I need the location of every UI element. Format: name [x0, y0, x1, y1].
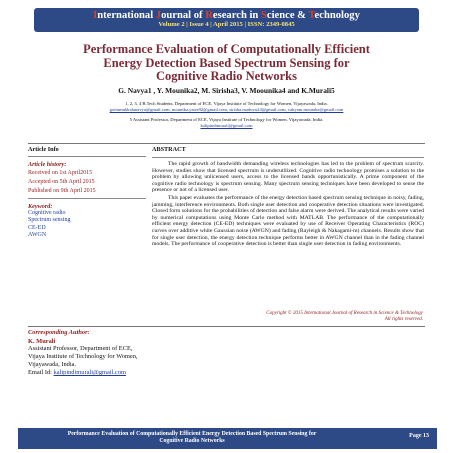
- page-number: Page 13: [409, 433, 429, 439]
- email-label: Email Id:: [28, 369, 54, 376]
- abstract-paragraph: The rapid growth of bandwidth demanding wireless technologies has led to the problem of spectrum scarcity. However, studies show that licensed spectrum is underutilized. Cognitive radio technology promises a solution to the problem by allowing unlicensed users, access to the licensed bands opportunistically. A prime component of the cognitive radio technology is spectrum sensing. Many spectrum sensing techniques have been developed to sense the presence or not of a licensed user.: [152, 161, 424, 194]
- copyright-notice: [266, 311, 423, 323]
- article-info-column: [28, 146, 146, 312]
- published-date: Published on 9th April 2015: [28, 188, 96, 194]
- journal-title: [34, 10, 419, 21]
- keyword: CE-ED: [28, 224, 46, 231]
- corresponding-author-email-row: [28, 369, 328, 377]
- article-history-heading: Article history:: [28, 161, 67, 168]
- student-emails[interactable]: gottumukkalanavya@gmail.com, mounika.yarra92@gmail.com, sirisha.maduvu24@gmail.com, vakyam.mounika@gmail.com: [109, 107, 344, 112]
- journal-volume-info: Volume 2 | Issue 4 | April 2015 | ISSN: 2349-0845: [158, 21, 295, 28]
- keywords-heading: Keyword:: [28, 203, 53, 210]
- divider: [152, 157, 424, 158]
- abstract-column: [152, 146, 424, 249]
- keyword: AWGN: [28, 232, 47, 239]
- keyword: Cognitive radio: [28, 210, 66, 216]
- journal-title-initial: R: [205, 10, 213, 21]
- journal-title-part: ournal of: [161, 10, 206, 21]
- corresponding-author-email[interactable]: kalipindimurali@gmail.com: [53, 369, 127, 376]
- paper-title-line: Energy Detection Based Spectrum Sensing for: [103, 55, 350, 70]
- footer-title-line: Cognitive Radio Networks: [159, 438, 225, 444]
- corresponding-author-position: Assistant Professor, Department of ECE,: [28, 345, 133, 352]
- article-info-heading: Article Info: [28, 146, 59, 153]
- journal-title-initial: I: [93, 10, 98, 21]
- professor-email[interactable]: kalipindimurali@gmail.com: [200, 123, 253, 128]
- journal-title-part: esearch in: [212, 10, 261, 21]
- abstract-heading: ABSTRACT: [152, 146, 186, 153]
- author-list: G. Navya1 , Y. Mounika2, M. Sirisha3, V. Moounika4 and K.Murali5: [118, 86, 335, 95]
- copyright-line: All rights reserved.: [384, 317, 423, 322]
- footer-bar: [18, 428, 437, 449]
- copyright-line: Copyright © 2015 International Journal of Research in Science & Technology: [266, 311, 423, 316]
- paper-title-line: Performance Evaluation of Computationally Efficient: [83, 42, 370, 56]
- divider: [28, 156, 146, 157]
- footer-paper-title: [22, 431, 362, 445]
- journal-title-initial: S: [260, 10, 267, 21]
- corresponding-author-heading: Corresponding Author:: [28, 329, 90, 336]
- footer-title-line: Performance Evaluation of Computationally Efficient Energy Detection Based Spectrum Sensing for: [67, 431, 317, 437]
- journal-title-initial: T: [308, 10, 315, 21]
- corresponding-author-name: K. Murali: [28, 338, 56, 345]
- journal-title-part: cience &: [266, 10, 309, 21]
- journal-title-part: echnology: [314, 10, 360, 21]
- divider: [28, 198, 146, 199]
- paper-title-line: Cognitive Radio Networks: [156, 69, 297, 83]
- journal-title-initial: J: [155, 10, 162, 21]
- received-date: Received on 1st April2015: [28, 170, 93, 176]
- professor-affiliation: 5 Assistant Professor, Department of ECE, Vijaya Institute of Technology for Women, Vijayawada, India.: [129, 117, 324, 122]
- section-divider: [28, 326, 425, 327]
- journal-header: [34, 8, 419, 32]
- accepted-date: Accepted on 5th April 2015: [28, 179, 95, 185]
- corresponding-author-city: Vijayawada, India.: [28, 361, 77, 368]
- paper-title: [20, 43, 433, 84]
- section-divider: [28, 143, 425, 144]
- corresponding-author: [28, 329, 328, 377]
- journal-title-part: nternational: [97, 10, 156, 21]
- keyword: Spectrum sensing: [28, 217, 71, 224]
- abstract-paragraph: This paper evaluates the performance of the energy detection based spectrum sensing technique in noisy, fading, jamming, interference environments. Both single user detection and cooperative detection situations were investigated. Closed form solutions for the probabilities of detection and false alarm were derived. The analytical results were varied by numerical computations using Monte Carlo method with MATLAB. The performance of the computationally efficient energy detection (CE-ED) techniques were evaluated by use of Receiver Operating Characteristics (ROC) curves over additive white Gaussian noise (AWGN) and fading (Rayleigh & Nakagami-m) channels. Results show that for single user detection, the energy detection technique performs better in AWGN channel than in the fading channel models. The performance of cooperative detection is better than single user detection in fading environments.: [152, 194, 424, 248]
- student-affiliation: 1, 2, 3, 4 B.Tech Students, Department of ECE, Vijaya Institute of Technology for Women, Vijayawada, India.: [125, 101, 328, 106]
- corresponding-author-institute: Vijaya Institute of Technology for Women,: [28, 353, 138, 360]
